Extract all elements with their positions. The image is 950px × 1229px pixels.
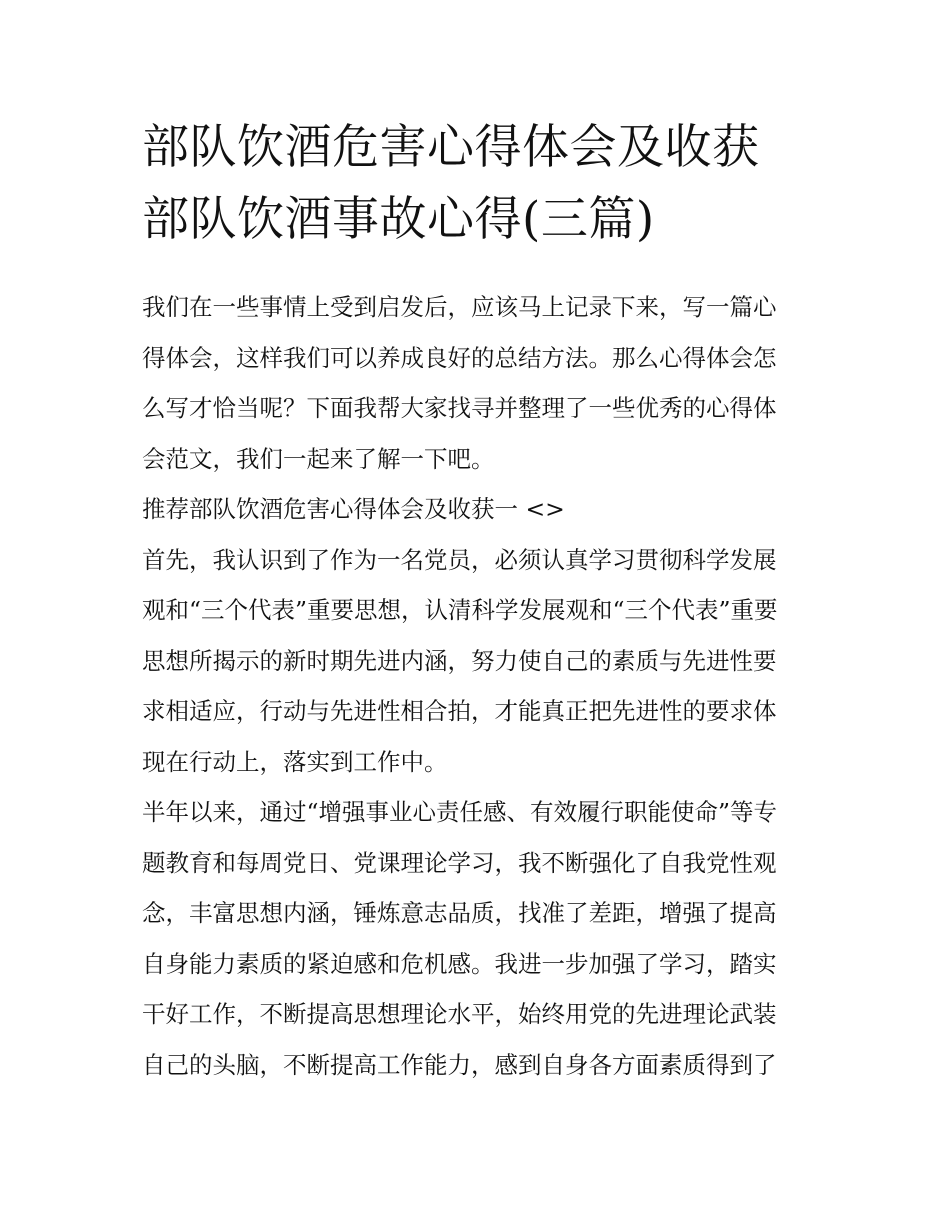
paragraph2-line-1: 半年以来，通过“增强事业心责任感、有效履行职能使命”等专 <box>142 798 778 826</box>
paragraph1-line-1: 首先，我认识到了作为一名党员，必须认真学习贯彻科学发展 <box>142 545 777 574</box>
paragraph1-line-2: 观和“三个代表”重要思想，认清科学发展观和“三个代表”重要 <box>142 596 778 624</box>
document-body <box>142 282 814 1090</box>
title-line-1: 部队饮酒危害心得体会及收获 <box>142 120 760 175</box>
section-heading <box>142 484 814 535</box>
paragraph2-line-5: 干好工作，不断提高思想理论水平，始终用党的先进理论武装 <box>142 1000 777 1028</box>
intro-paragraph <box>142 282 814 484</box>
body-paragraph-1 <box>142 535 814 788</box>
paragraph1-line-5: 现在行动上，落实到工作中。 <box>142 747 448 776</box>
paragraph1-line-4: 求相适应，行动与先进性相合拍，才能真正把先进性的要求体 <box>142 697 777 725</box>
title-line-2: 部队饮酒事故心得(三篇) <box>142 192 655 247</box>
body-paragraph-2 <box>142 787 814 1090</box>
paragraph2-line-6: 自己的头脑，不断提高工作能力，感到自身各方面素质得到了 <box>142 1050 777 1079</box>
intro-line-4: 会范文，我们一起来了解一下吧。 <box>142 444 495 473</box>
intro-line-3: 么写才恰当呢？下面我帮大家找寻并整理了一些优秀的心得体 <box>142 394 777 422</box>
paragraph2-line-2: 题教育和每周党日、党课理论学习，我不断强化了自我党性观 <box>142 848 777 877</box>
paragraph2-line-3: 念，丰富思想内涵，锤炼意志品质，找准了差距，增强了提高 <box>142 899 777 927</box>
document-title <box>142 112 842 256</box>
intro-line-2: 得体会，这样我们可以养成良好的总结方法。那么心得体会怎 <box>142 343 777 372</box>
section-heading-text: 推荐部队饮酒危害心得体会及收获一 <> <box>142 495 565 523</box>
paragraph2-line-4: 自身能力素质的紧迫感和危机感。我进一步加强了学习，踏实 <box>142 949 777 978</box>
intro-line-1: 我们在一些事情上受到启发后，应该马上记录下来，写一篇心 <box>142 293 777 321</box>
paragraph1-line-3: 思想所揭示的新时期先进内涵，努力使自己的素质与先进性要 <box>142 646 777 675</box>
